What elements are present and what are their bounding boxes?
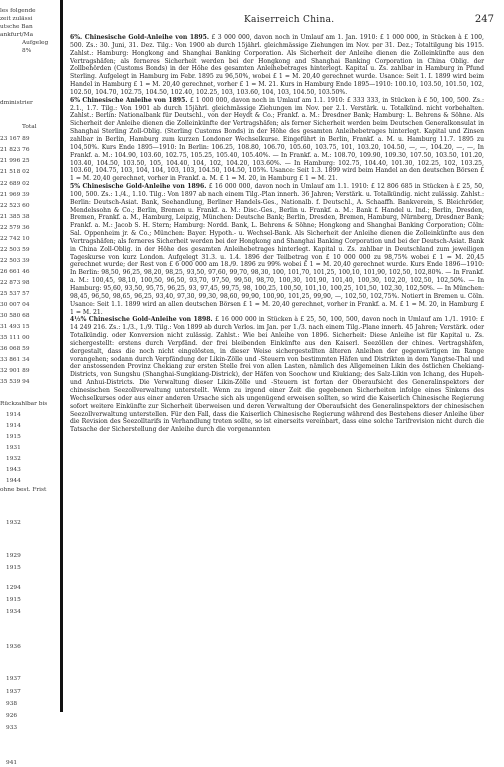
section-4-text: £ 16 000 000 in Stücken à £ 25, 50, 100, 500, davon noch in Umlauf am 1./1. 1910: £ 14 249 216. Zs.: 1./3., 1./9. Tilg.: Von 1899 ab durch Verlos. im Jan. per 1./3. nach einem Tilg.-Plane innerh. 45 Jahren; Verstärk. oder Totalkündig. oder Konversion nicht zulässig. Zahlst.: Wie bei Anleihe von 1896. Sicherheit: Diese Anleihe ist für Kapital u. Zs. sichergestellt: erstens durch Verpfänd. der frei bleibenden Einkünfte aus den Kaiserl. Seezöllen der chines. Vertragshäfen, dergestalt, dass die noch nicht eingelösten, in dieser Weise sichergestellten älteren Anleihen der gegenwärtigen im Range vorangehen; sodann durch Verpfändung der Likin-Zölle und -Steuern von bestimmten Häfen und Distrikten in dem Yangtse-Thal und der anstossenden Provinz Chekiang zur ersten Stelle frei von allen Lasten, nämlich des Allgemeinen Likin des östlichen Chekiang-Districts, von Sungshu (Shanghai-Sungkiang-Districk), der Häfen von Soochow und Kiukiang; des Salz-Likin von Ichang, des Hupeh- und Anhui-Districts. Die Verwaltung dieser Likin-Zölle und -Steuern ist fortan der Oberaufsicht des Generalinspektors der chinesischen Seezollverwaltung unterstellt. Wenn zu irgend einer Zeit die gegebenen Sicherheiten infolge eines Sinkens des Wechselkurses oder aus einer anderen Ursache sich als ungenügend erweisen sollten, so wird die Kaiserlich Chinesische Regierung sofort weitere Einkünfte zur Sicherheit überweisen und deren Verwaltung der Oberaufsicht des Generalinspektors der chinesischen Seezollverwaltung unterstellen. Für den Fall, dass die Kaiserlich Chinesische Regierung während des Bestehens dieser Anleihe über die Revision des Seezolltarifs in Verhandlung treten sollte, so ist einerseits vereinbart, dass eine solche Tarifrevision nicht durch die Tatsache der Sicherstellung der Anleihe durch die vorgenannten — [70, 316, 484, 434]
left-column-line: Aufgeleg — [22, 40, 49, 46]
left-column-line: 35 111 00 — [0, 335, 30, 341]
section-3-heading: 5% Chinesische Gold-Anleihe von 1896. — [70, 183, 209, 191]
section-3 — [70, 183, 484, 316]
left-column-line: 22 873 98 — [0, 280, 30, 286]
section-2 — [70, 97, 484, 183]
left-column-line: 1294 — [6, 585, 21, 591]
left-column-line: 21 385 38 — [0, 214, 30, 220]
left-column-line: les folgende — [0, 8, 36, 14]
page-header — [64, 15, 496, 27]
left-column-line: 1915 — [6, 434, 21, 440]
left-column-line: 23 167 89 — [0, 136, 30, 142]
left-column-line: 1914 — [6, 423, 21, 429]
left-column-line: 926 — [6, 713, 18, 719]
left-column-line: 30 580 68 — [0, 313, 30, 319]
page-number: 247 — [474, 14, 494, 25]
section-1 — [70, 34, 484, 97]
left-column-line: 941 — [6, 760, 18, 766]
left-page-column — [0, 0, 58, 766]
left-column-line: utsche Ban — [0, 24, 33, 30]
left-column-line: 26 661 46 — [0, 269, 30, 275]
left-column-line: 33 861 34 — [0, 357, 30, 363]
left-column-line: 1936 — [6, 644, 21, 650]
section-3-text: £ 16 000 000, davon noch in Umlauf am 1.1. 1910: £ 12 806 685 in Stücken à £ 25, 50, 100, 500. Zs.: 1./4., 1.10. Tilg.: Von 1897 ab nach einem Tilg.-Plan innerh. 36 Jahren; Verstärk. u. Totalkündig. nicht zulässig. Zahlst.: Berlin: Deutsch-Asiat. Bank, Seehandlung, Berliner Handels-Ges., Nationalb. f. Deutschl., A. Schaaffh. Bankverein, S. Bleichröder, Mendelssohn & Co.; Berlin, Bremen u. Frankf. a. M.: Disc.-Ges., Berlin u. Frankf. a. M.: Bank f. Handel u. Ind.; Berlin, Dresden, Bremen, Frankf. a. M., Hamburg, Leipzig, München: Deutsche Bank; Berlin, Dresden, Bremen, Hamburg, Nürnberg, Dresdner Bank; Frankf. a. M.: Jacob S. H. Stern; Hamburg: Nordd. Bank, L. Behrens & Söhne; Hongkong and Shanghai Banking Corporation; Cöln: Sal. Oppenheim jr. & Co.; München: Bayer. Hypoth.- u. Wechsel-Bank. Als Sicherheit der Anleihe dienen die Zolleinkünfte aus den Vertragshäfen; als ferneres Sicherheit werden bei der Hongkong and Shanghai Banking Corporation und bei der Deutsch-Asiat. Bank in China Zoll-Oblig. in der Höhe des gesamten Anleihebetrages hinterlegt. Kapital u. Zs. zahlbar in Deutschland zum jeweiligen Tageskurse von kurz London. Aufgelegt 31.3. u. 1.4. 1896 der Teilbetrag von £ 10 000 000 zu 98,75% wobei £ 1 = M. 20,45 gerechnet wurde; der Rest von £ 6 000 000 am 18./9. 1896 zu 99% wobei £ 1 = M. 20,40 gerechnet wurde. Kurs Ende 1896—1910: In Berlin: 98,50, 96,25, 98,20, 98,25, 93,50, 97,60, 99,70, 98,30, 100, 101,70, 101,25, 100,10, 101,90, 102,50, 102,80%. — In Frankf. a. M.: 100,45, 98,10, 100,50, 96,50, 93,70, 97,50, 99,50, 98,70, 100,30, 101,90, 101,40, 100,30, 102,20, 102,50, 102,50%. — In Hamburg: 95,60, 93,50, 95,75, 96,25, 93, 97,45, 99,75, 98, 100,25, 100,50, 101,10, 100,25, 101,50, 102,30, 102,50%. — In München: 98,45, 96,50, 98,65, 96,25, 93,40, 97,30, 99,30, 98,60, 99,90, 100,90, 101,25, 99,90, —, 102,50, 102,75%. Notiert in Bremen u. Cöln. Usance: Seit 1.1. 1899 wird an allen deutschen Börsen £ 1 = M. 20,40 gerechnet, vorher in Frankf. a. M. £ 1 = M. 20, in Hamburg £ 1 = M. 21. — [70, 183, 485, 316]
left-column-line: 31 493 15 — [0, 324, 30, 330]
left-column-line: 938 — [6, 701, 18, 707]
left-column-line: 22 579 36 — [0, 225, 30, 231]
left-column-line: 933 — [6, 725, 18, 731]
left-column-line: 22 523 60 — [0, 203, 30, 209]
left-column-line: 21 969 39 — [0, 192, 30, 198]
left-column-line: ankfurt/Ma — [0, 32, 34, 38]
left-column-line: 1934 — [6, 609, 21, 615]
left-column-line: 1915 — [6, 565, 21, 571]
left-column-line: 1914 — [6, 412, 21, 418]
page-header-title: Kaiserreich China. — [244, 15, 335, 25]
left-column-line: ohne best. Frist — [0, 487, 47, 493]
section-2-heading: 6% Chinesische Anleihe von 1895. — [70, 96, 190, 104]
left-column-line: 21 518 02 — [0, 169, 30, 175]
left-column-line: 21 823 76 — [0, 147, 30, 153]
left-column-line: Rückzahlbar bis — [0, 401, 48, 407]
left-column-line: 21 996 25 — [0, 158, 30, 164]
left-column-line: 1915 — [6, 597, 21, 603]
left-column-line: 1931 — [6, 445, 21, 451]
left-column-line: 1937 — [6, 689, 21, 695]
left-column-line: 1944 — [6, 478, 21, 484]
section-4 — [70, 316, 484, 434]
left-column-line: 1943 — [6, 467, 21, 473]
section-2-text: £ 1 000 000, davon noch in Umlauf am 1.1. 1910: £ 333 333, in Stücken à £ 50, 100, 500. Zs.: 2.1., 1.7. Tilg.: Von 1901 ab durch 15jährl. gleichmässige Ziehungen im Nov. per 2.1. Verstärk. u. Totalkünd. nicht vorbehalten. Zahlst.: Berlin: Nationalbank für Deutschl., von der Heydt & Co.; Frankf. a. M.: Dresdner Bank; Hamburg: L. Behrens & Söhne. Als Sicherheit der Anleihe dienen die Zolleinkünfte der Vertragshäfen; als ferner Sicherheit werden beim Deutschen Generalkonsulat in Shanghai Sterling Zoll-Oblig. (Sterling Customs Bonds) in der Höhe des gesamten Anleihebetrages hinterlegt. Kapital und Zinsen zahlbar in Berlin, Hamburg zum kurzen Londoner Wechselkurse. Eingeführt in Berlin, Frankf. a. M. u. Hamburg 11.7. 1895 zu 104,50%. Kurs Ende 1895—1910: In Berlin: 106.25, 108.80, 106.70, 105.60, 103.75, 101, 103.20, 104.50, —, —, 104.20, —, —, In Frankf. a. M.: 104.90, 103.60, 102.75, 105.25, 105.40, 105.40%. — In Frankf. a. M.: 108.70, 109.90, 109.30, 107.50, 103.50, 101.20, 103.40, 104.50, 103.50, 105, 104.40, 104, 102, 104.20, 103.60%. — In Hamburg: 102.75, 104.40, 101.30, 102.25, 102, 103.25, 103.60, 104.75, 103, 104, 104, 103, 103, 104.50, 104.50, 105%. Usance: Seit 1.3. 1899 wird beim Handel an den deutschen Börsen £ 1 = M. 20,40 gerechnet, vorher in Frankf. a. M. £ 1 = M. 20, in Hamburg £ 1 = M. 21. — [70, 96, 485, 183]
left-column-line: zeit zulässi — [0, 16, 33, 22]
left-column-line: dministrier — [0, 100, 33, 106]
left-column-line: 1929 — [6, 553, 21, 559]
left-column-line: 35 539 94 — [0, 379, 30, 385]
left-column-line: 1937 — [6, 676, 21, 682]
left-column-line: 36 068 59 — [0, 346, 30, 352]
left-column-line: 30 007 04 — [0, 302, 30, 308]
left-column-line: 22 689 02 — [0, 181, 30, 187]
left-column-line: 22 503 59 — [0, 247, 30, 253]
section-1-text: £ 3 000 000, davon noch in Umlauf am 1. Jan. 1910: £ 1 000 000, in Stücken à £ 100, 500. Zs.: 30. Juni, 31. Dez. Tilg.: Von 1900 ab durch 15jährl. gleichmässige Ziehungen im Nov. per 31. Dez.; Totaltilgung bis 1915. Zahlst.: Hamburg: Hongkong and Shanghai Banking Corporation. Als Sicherheit der Anleihe dienen die Zolleinkünfte aus den Vertragshäfen; als ferneres Sicherheit werden bei der Hongkong and Shanghai Banking Corporation in China Oblig. der Zollbehörden (Customs Bonds) in der Höhe des gesamten Anleihebetrages hinterlegt. Kapital u. Zs. zahlbar in Hamburg in Pfund Sterling. Aufgelegt in Hamburg im Febr. 1895 zu 96,50%, wobei £ 1 = M. 20,40 gerechnet wurde. Usance: Seit 1. I. 1899 wird beim Handel in Hamburg £ 1 = M. 20,40 gerechnet, vorher £ 1 = M. 21. Kurs in Hamburg Ende 1895—1910: 100.10, 103.50, 101.50, 102, 102.50, 104.70, 102.75, 104.50, 102.40, 102.25, 103, 103.60, 104, 103, 104.50, 103.50%. — [70, 34, 484, 96]
left-column-line: 22 503 39 — [0, 258, 30, 264]
left-column-line: 8% — [22, 48, 32, 54]
column-rule — [60, 0, 63, 712]
left-column-line: 32 901 89 — [0, 368, 30, 374]
left-column-line: 22 742 10 — [0, 236, 30, 242]
left-column-line: 1932 — [6, 456, 21, 462]
left-column-line: 1932 — [6, 520, 21, 526]
section-1-heading: 6%. Chinesische Gold-Anleihe von 1895. — [70, 34, 212, 41]
left-column-line: Total — [22, 124, 37, 130]
page-body — [70, 34, 484, 434]
left-column-line: 25 537 57 — [0, 291, 30, 297]
section-4-heading: 4½% Chinesische Gold-Anleihe von 1898. — [70, 316, 216, 324]
